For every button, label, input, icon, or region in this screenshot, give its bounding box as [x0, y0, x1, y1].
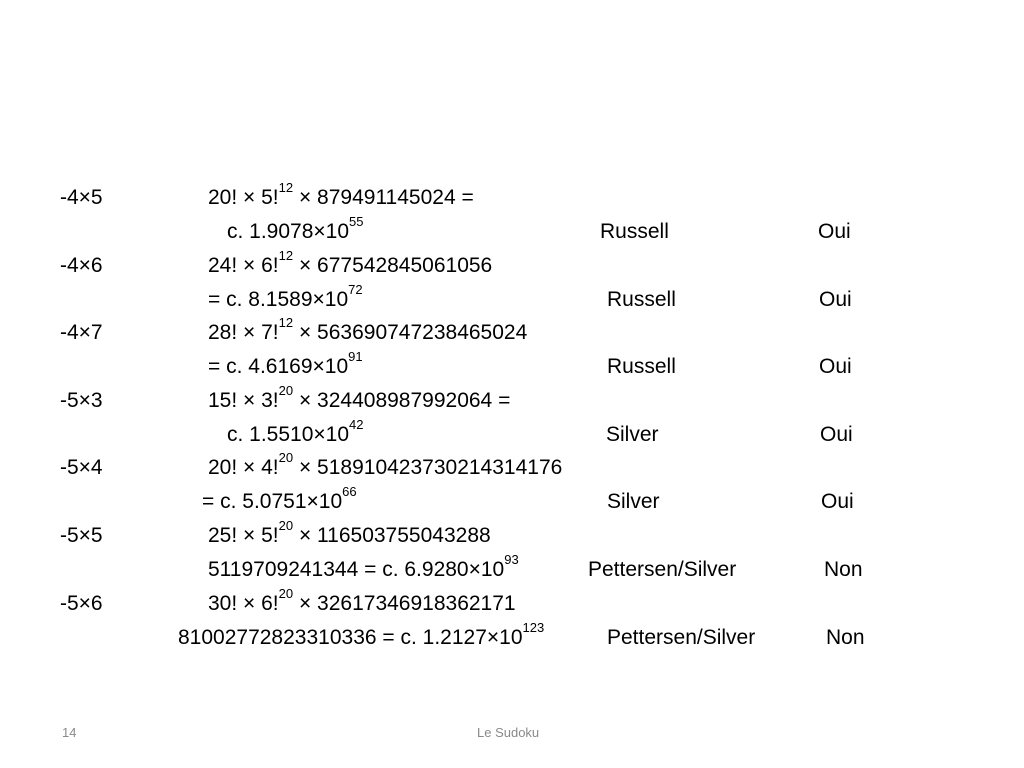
- formula-exponent: 20: [278, 383, 294, 398]
- approx-value: = c. 5.0751×10: [202, 490, 343, 513]
- row-size: -4×6: [60, 254, 103, 277]
- author: Silver: [607, 490, 660, 513]
- approx-exponent: 42: [349, 417, 364, 432]
- formula-line-2: [208, 552, 519, 583]
- approx-exponent: 91: [348, 349, 363, 364]
- formula-line-2: [208, 282, 363, 313]
- approx-exponent: 55: [349, 214, 364, 229]
- verdict: Non: [824, 558, 863, 581]
- formula-line-2: [202, 484, 357, 515]
- formula-text: 15! × 3!: [208, 389, 279, 412]
- approx-value: 5119709241344 = c. 6.9280×10: [208, 558, 505, 581]
- formula-line-2: [178, 620, 545, 651]
- formula-line-1: [208, 518, 491, 549]
- approx-exponent: 72: [348, 282, 363, 297]
- formula-line-1: [208, 383, 511, 414]
- formula-line-1: [208, 586, 516, 617]
- formula-rest: × 879491145024 =: [293, 186, 474, 209]
- approx-value: c. 1.5510×10: [227, 423, 350, 446]
- formula-rest: × 32617346918362171: [293, 592, 516, 615]
- author: Pettersen/Silver: [607, 626, 756, 649]
- formula-rest: × 563690747238465024: [293, 321, 528, 344]
- formula-line-2: [208, 349, 363, 380]
- formula-exponent: 20: [278, 518, 294, 533]
- approx-value: = c. 8.1589×10: [208, 288, 349, 311]
- formula-text: 28! × 7!: [208, 321, 279, 344]
- formula-text: 20! × 4!: [208, 456, 279, 479]
- formula-text: 30! × 6!: [208, 592, 279, 615]
- author: Russell: [607, 355, 676, 378]
- author: Pettersen/Silver: [588, 558, 737, 581]
- formula-exponent: 20: [278, 586, 294, 601]
- formula-text: 20! × 5!: [208, 186, 279, 209]
- approx-exponent: 66: [342, 484, 357, 499]
- formula-rest: × 324408987992064 =: [293, 389, 511, 412]
- formula-exponent: 12: [278, 315, 294, 330]
- formula-line-1: [208, 180, 474, 211]
- approx-exponent: 123: [522, 620, 545, 635]
- formula-rest: × 518910423730214314176: [293, 456, 563, 479]
- row-size: -5×4: [60, 456, 103, 479]
- row-size: -5×3: [60, 389, 103, 412]
- approx-value: 81002772823310336 = c. 1.2127×10: [178, 626, 523, 649]
- author: Silver: [606, 423, 659, 446]
- row-size: -4×5: [60, 186, 103, 209]
- page-number: 14: [62, 725, 77, 740]
- row-size: -4×7: [60, 321, 103, 344]
- verdict: Oui: [819, 355, 852, 378]
- formula-line-1: [208, 248, 493, 279]
- formula-line-1: [208, 315, 528, 346]
- formula-text: 25! × 5!: [208, 524, 279, 547]
- formula-line-2: [227, 417, 364, 448]
- row-size: -5×6: [60, 592, 103, 615]
- footer-title: Le Sudoku: [477, 725, 540, 740]
- row-size: -5×5: [60, 524, 103, 547]
- verdict: Oui: [821, 490, 854, 513]
- formula-exponent: 12: [278, 248, 294, 263]
- formula-exponent: 20: [278, 450, 294, 465]
- approx-exponent: 93: [504, 552, 519, 567]
- author: Russell: [600, 220, 669, 243]
- approx-value: = c. 4.6169×10: [208, 355, 349, 378]
- formula-rest: × 116503755043288: [293, 524, 491, 547]
- formula-line-1: [208, 450, 563, 481]
- verdict: Non: [826, 626, 865, 649]
- verdict: Oui: [820, 423, 853, 446]
- formula-exponent: 12: [278, 180, 294, 195]
- formula-rest: × 677542845061056: [293, 254, 493, 277]
- author: Russell: [607, 288, 676, 311]
- verdict: Oui: [818, 220, 851, 243]
- formula-text: 24! × 6!: [208, 254, 279, 277]
- verdict: Oui: [819, 288, 852, 311]
- approx-value: c. 1.9078×10: [227, 220, 350, 243]
- formula-line-2: [227, 214, 364, 245]
